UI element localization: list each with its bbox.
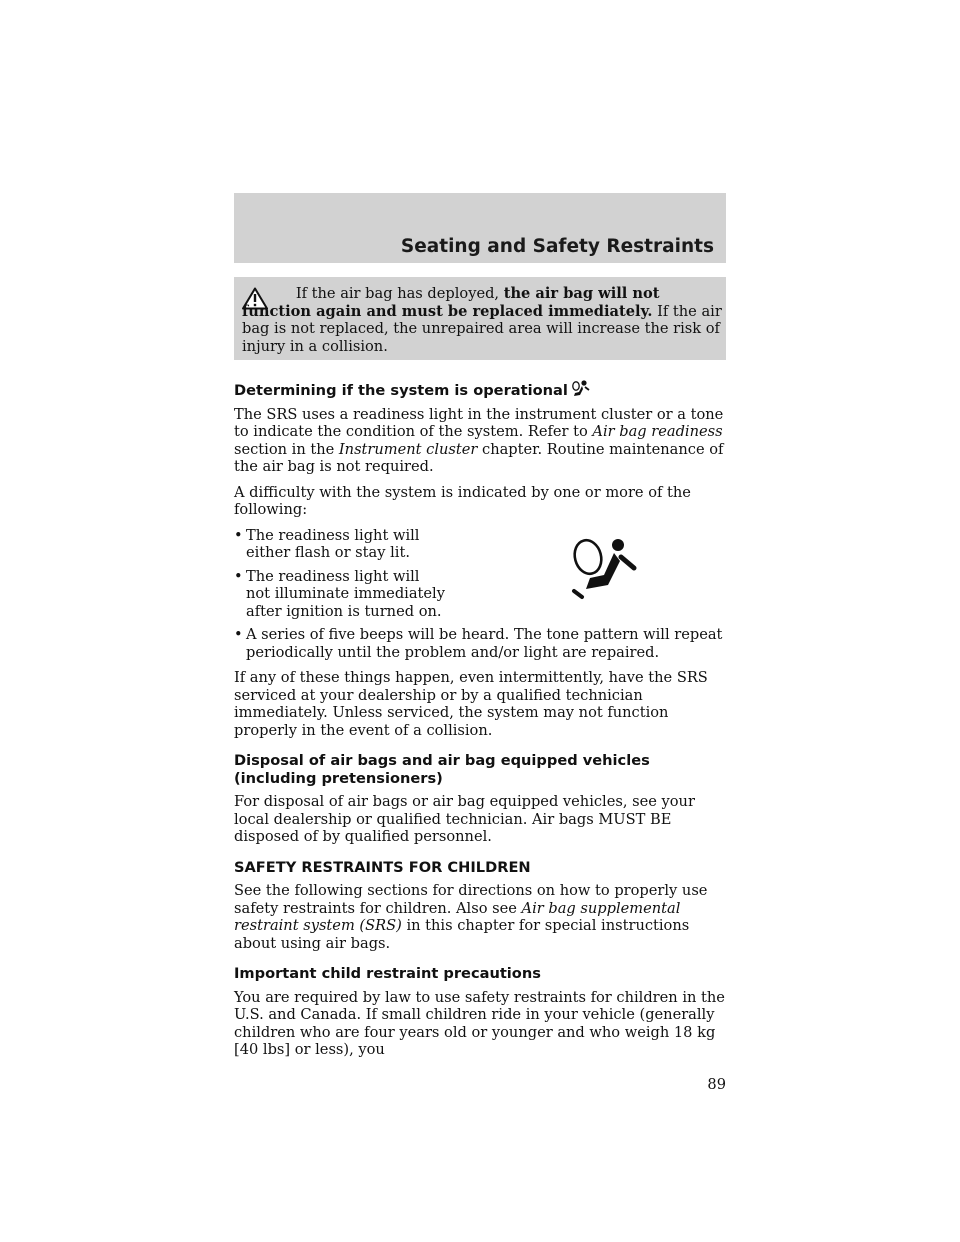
list-item: • The readiness light will not illuminate immediately after ignition is turned on.	[234, 567, 445, 620]
op-p1-a: The SRS uses a readiness light in the instrument cluster or a tone to indicate the condition of the system. Refer to	[234, 405, 724, 440]
warning-bold: the air bag will not function again and must be replaced immediately.	[242, 285, 660, 320]
op-p1-c: chapter. Routine maintenance of the air bag is not required.	[234, 440, 724, 475]
heading-disposal: Disposal of air bags and air bag equipped vehicles (including pretensioners)	[234, 752, 650, 787]
warning-lead: If the air bag has deployed,	[295, 285, 500, 302]
heading-precautions: Important child restraint precautions	[234, 965, 541, 982]
ref-air-bag-readiness: Air bag readiness	[592, 423, 723, 440]
heading-children: SAFETY RESTRAINTS FOR CHILDREN	[234, 858, 531, 876]
operational-paragraph-3: If any of these things happen, even intermittently, have the SRS serviced at your dealership or by a qualified technician immediately. Unless serviced, the system may not function properly in the event of a collision.	[234, 669, 708, 739]
list-item: • A series of five beeps will be heard. The tone pattern will repeat periodically until the problem and/or light are repaired.	[234, 626, 723, 661]
chapter-header-band	[234, 193, 726, 263]
page-number: 89	[707, 1076, 726, 1093]
list-item: • The readiness light will either flash or stay lit.	[234, 526, 420, 561]
warning-text	[242, 285, 722, 355]
symptom-list	[234, 527, 726, 662]
heading-operational-text: Determining if the system is operational	[234, 382, 568, 399]
precautions-paragraph: You are required by law to use safety restraints for children in the U.S. and Canada. If small children ride in your vehicle (generally children who are four years old or younger and who weigh 18 kg [40 lbs] or less), you	[234, 988, 725, 1058]
children-p1-a: See the following sections for directions on how to properly use safety restraints for children. Also see	[234, 882, 708, 917]
warning-box	[234, 277, 726, 360]
children-p1-b: in this chapter for special instructions about using air bags.	[234, 917, 690, 952]
operational-paragraph-2: A difficulty with the system is indicated by one or more of the following:	[234, 483, 691, 518]
airbag-warning-light-icon	[566, 535, 638, 601]
airbag-occupant-icon	[571, 380, 591, 398]
page-content	[234, 380, 726, 1067]
ref-air-bag-srs: Air bag supplemental restraint system (SRS)	[234, 899, 681, 934]
ref-instrument-cluster: Instrument cluster	[338, 440, 478, 458]
operational-paragraph-1	[234, 406, 726, 476]
disposal-paragraph: For disposal of air bags or air bag equipped vehicles, see your local dealership or qualified technician. Air bags MUST BE disposed of by qualified personnel.	[234, 793, 695, 845]
warning-rest: If the air bag is not replaced, the unrepaired area will increase the risk of injury in a collision.	[242, 302, 722, 355]
section-title: Seating and Safety Restraints	[400, 236, 714, 257]
children-paragraph	[234, 882, 726, 952]
op-p1-b: section in the	[234, 440, 335, 458]
heading-operational	[234, 380, 726, 400]
